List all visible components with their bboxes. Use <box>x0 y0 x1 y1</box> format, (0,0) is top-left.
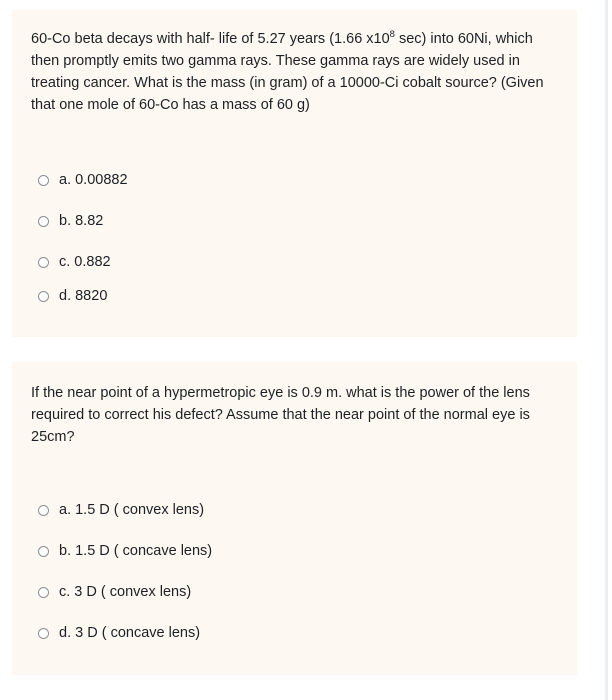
question-card-2 <box>12 362 577 675</box>
answer-option-b[interactable] <box>38 211 103 231</box>
answer-option-c[interactable] <box>38 252 111 272</box>
answer-option-c[interactable] <box>38 582 191 602</box>
option-label[interactable]: c. 3 D ( convex lens) <box>59 584 192 600</box>
question-card-1 <box>12 10 577 337</box>
option-label[interactable]: a. 1.5 D ( convex lens) <box>59 502 205 518</box>
option-label[interactable]: b. 8.82 <box>59 213 104 229</box>
question-text: If the near point of a hypermetropic eye is 0.9 m. what is the power of the lens required to correct his defect? Assume that the near point of the normal eye is 25cm? <box>31 385 530 445</box>
radio-button[interactable] <box>38 175 49 186</box>
option-label[interactable]: a. 0.00882 <box>59 172 128 188</box>
radio-button[interactable] <box>38 587 49 598</box>
answer-option-d[interactable] <box>38 623 200 643</box>
answer-option-d[interactable] <box>38 286 107 306</box>
option-label[interactable]: d. 3 D ( concave lens) <box>59 625 201 641</box>
radio-button[interactable] <box>38 291 49 302</box>
option-label[interactable]: b. 1.5 D ( concave lens) <box>59 543 213 559</box>
scrollbar-track[interactable] <box>605 0 608 700</box>
radio-button[interactable] <box>38 257 49 268</box>
radio-button[interactable] <box>38 216 49 227</box>
option-label[interactable]: c. 0.882 <box>59 254 111 270</box>
answer-option-b[interactable] <box>38 541 212 561</box>
option-label[interactable]: d. 8820 <box>59 288 108 304</box>
answer-option-a[interactable] <box>38 500 204 520</box>
radio-button[interactable] <box>38 546 49 557</box>
question-text: 60-Co beta decays with half- life of 5.27 years (1.66 $x10^8$ sec) into 60Ni, which then promptly emits two gamma rays. These gamma rays are widely used in treating cancer. What is the mass (in gram) of a 10000-Ci cobalt source? (Given that one mole of 60-Co has a mass of 60 g) <box>31 29 544 113</box>
radio-button[interactable] <box>38 628 49 639</box>
radio-button[interactable] <box>38 505 49 516</box>
answer-option-a[interactable] <box>38 170 128 190</box>
